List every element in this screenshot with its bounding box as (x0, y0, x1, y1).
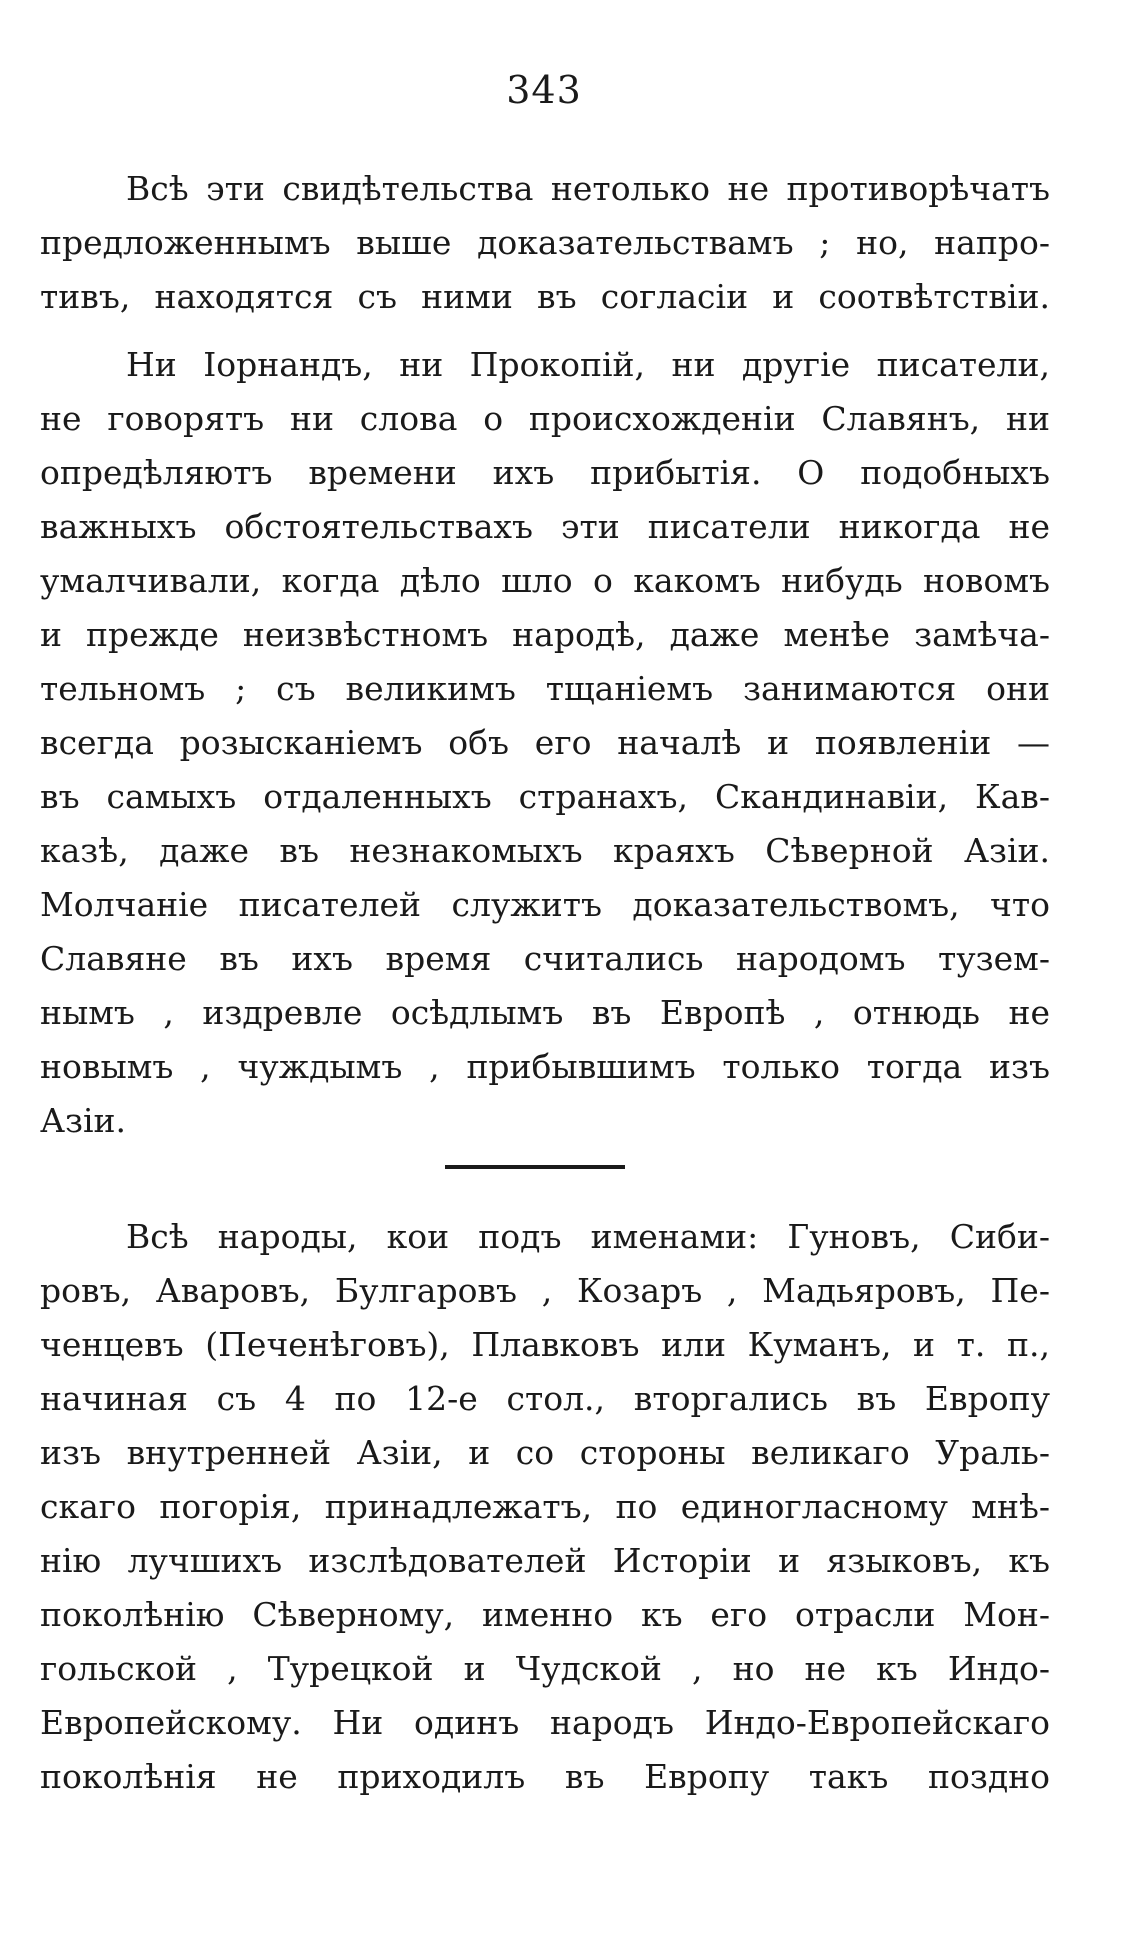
text-line: Всѣ эти свидѣтельства нетолько не противорѣчатъ (126, 169, 1050, 208)
text-line: и прежде неизвѣстномъ народѣ, даже менѣе замѣча- (40, 615, 1050, 654)
text-line: не говорятъ ни слова о происхожденіи Славянъ, ни (40, 399, 1050, 438)
text-line: въ самыхъ отдаленныхъ странахъ, Скандинавіи, Кав- (40, 777, 1050, 816)
paragraph-2 (40, 338, 1050, 1148)
text-line: Азіи. (40, 1101, 127, 1140)
page-number: 343 (506, 68, 582, 112)
text-line: тивъ, находятся съ ними въ согласіи и соотвѣтствіи. (40, 277, 1050, 316)
text-line: умалчивали, когда дѣло шло о какомъ нибудь новомъ (40, 561, 1050, 600)
paragraph-1 (40, 162, 1050, 324)
text-line: Ни Іорнандъ, ни Прокопій, ни другіе писатели, (126, 345, 1050, 384)
text-line: казѣ, даже въ незнакомыхъ краяхъ Сѣверной Азіи. (40, 831, 1050, 870)
text-line: Славяне въ ихъ время считались народомъ тузем- (40, 939, 1050, 978)
paragraph-3 (40, 1210, 1050, 1804)
text-line: всегда розысканіемъ объ его началѣ и появленіи — (40, 723, 1050, 762)
text-line: начиная съ 4 по 12-е стол., вторгались въ Европу (40, 1379, 1050, 1418)
section-divider (445, 1165, 625, 1169)
text-line: гольской , Турецкой и Чудской , но не къ Индо- (40, 1649, 1050, 1688)
text-line: опредѣляютъ времени ихъ прибытія. О подобныхъ (40, 453, 1050, 492)
text-line: нымъ , издревле осѣдлымъ въ Европѣ , отнюдь не (40, 993, 1050, 1032)
text-line: поколѣнію Сѣверному, именно къ его отрасли Мон- (40, 1595, 1050, 1634)
text-line: нію лучшихъ изслѣдователей Исторіи и языковъ, къ (40, 1541, 1050, 1580)
text-line: ченцевъ (Печенѣговъ), Плавковъ или Куманъ, и т. п., (40, 1325, 1050, 1364)
text-line: важныхъ обстоятельствахъ эти писатели никогда не (40, 507, 1050, 546)
text-line: Молчаніе писателей служитъ доказательствомъ, что (40, 885, 1050, 924)
text-line: Всѣ народы, кои подъ именами: Гуновъ, Сиби- (126, 1217, 1050, 1256)
text-line: новымъ , чуждымъ , прибывшимъ только тогда изъ (40, 1047, 1050, 1086)
text-line: предложеннымъ выше доказательствамъ ; но, напро- (40, 223, 1050, 262)
text-line: поколѣнія не приходилъ въ Европу такъ поздно (40, 1757, 1050, 1796)
text-line: изъ внутренней Азіи, и со стороны великаго Ураль- (40, 1433, 1050, 1472)
text-line: ровъ, Аваровъ, Булгаровъ , Козаръ , Мадьяровъ, Пе- (40, 1271, 1050, 1310)
text-line: скаго погорія, принадлежатъ, по единогласному мнѣ- (40, 1487, 1050, 1526)
text-line: тельномъ ; съ великимъ тщаніемъ занимаются они (40, 669, 1050, 708)
text-line: Европейскому. Ни одинъ народъ Индо-Европейскаго (40, 1703, 1050, 1742)
